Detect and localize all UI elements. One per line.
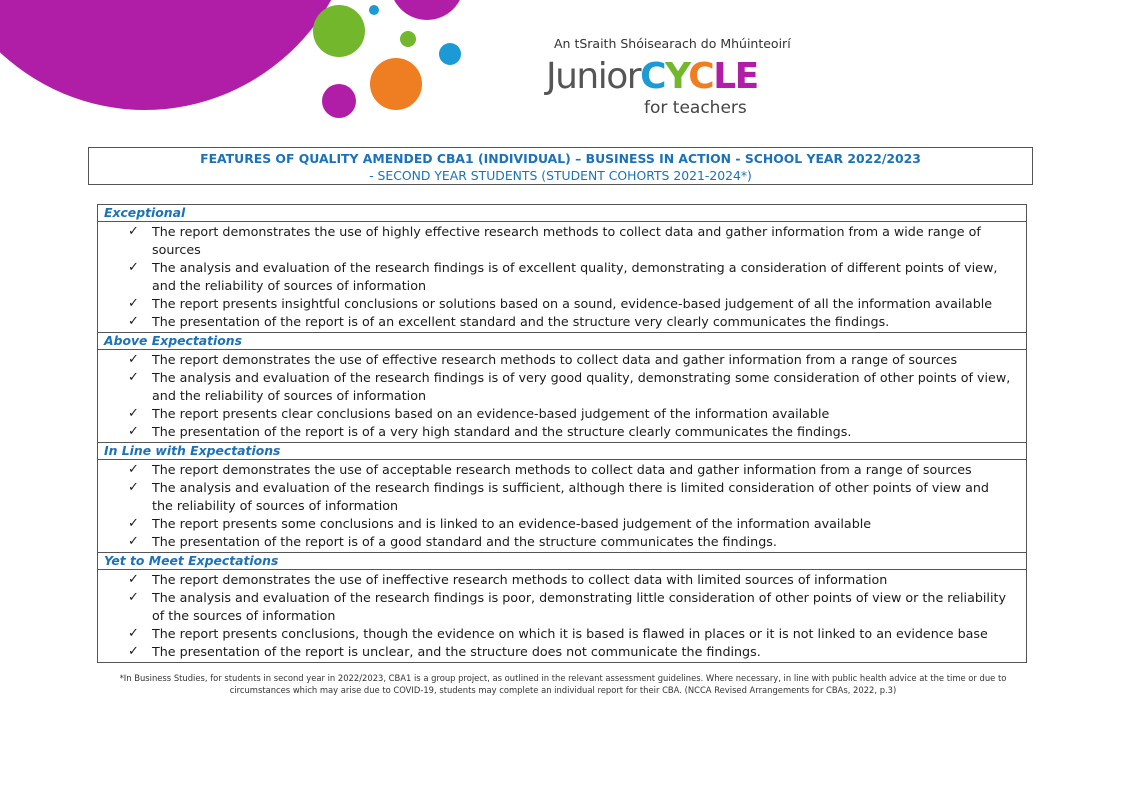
- checkmark-icon: ✓: [128, 516, 139, 531]
- criteria-text: The report demonstrates the use of highly effective research methods to collect data and gather information from a wide range of sources: [152, 224, 981, 257]
- small-green-dot-decoration: [400, 31, 416, 47]
- document-title-box: [88, 147, 1033, 185]
- criteria-list-item: [98, 571, 1026, 589]
- orange-circle-decoration: [370, 58, 422, 110]
- band-heading-row: [98, 333, 1027, 350]
- purple-arc-decoration: [0, 0, 360, 110]
- criteria-text: The report presents insightful conclusions or solutions based on a sound, evidence-based judgement of all the information available: [152, 296, 993, 311]
- band-criteria-cell: [98, 570, 1027, 663]
- band-criteria-row: [98, 570, 1027, 663]
- criteria-text: The analysis and evaluation of the research findings is of excellent quality, demonstrating a consideration of different points of view, and the reliability of sources of information: [152, 260, 998, 293]
- checkmark-icon: ✓: [128, 370, 139, 385]
- criteria-list-item: [98, 259, 1026, 295]
- criteria-list-item: [98, 589, 1026, 625]
- criteria-list: [98, 571, 1026, 661]
- logo-word-junior: Junior: [546, 56, 641, 97]
- criteria-list-item: [98, 223, 1026, 259]
- criteria-text: The report presents some conclusions and is linked to an evidence-based judgement of the information available: [152, 516, 872, 531]
- criteria-list: [98, 461, 1026, 551]
- criteria-list-item: [98, 423, 1026, 441]
- green-circle-decoration: [313, 5, 365, 57]
- checkmark-icon: ✓: [128, 590, 139, 605]
- criteria-text: The analysis and evaluation of the research findings is of very good quality, demonstrating some consideration of other points of view, and the reliability of sources of information: [152, 370, 1011, 403]
- criteria-text: The analysis and evaluation of the research findings is sufficient, although there is limited consideration of other points of view and the reliability of sources of information: [152, 480, 989, 513]
- criteria-list-item: [98, 461, 1026, 479]
- checkmark-icon: ✓: [128, 462, 139, 477]
- criteria-list-item: [98, 313, 1026, 331]
- checkmark-icon: ✓: [128, 626, 139, 641]
- criteria-text: The presentation of the report is of an excellent standard and the structure very clearly communicates the findings.: [152, 314, 890, 329]
- junior-cycle-logo: [546, 34, 791, 124]
- title-line-1: FEATURES OF QUALITY AMENDED CBA1 (INDIVIDUAL) – BUSINESS IN ACTION - SCHOOL YEAR 2022/2023: [200, 151, 921, 166]
- checkmark-icon: ✓: [128, 572, 139, 587]
- band-criteria-row: [98, 460, 1027, 553]
- band-heading-row: [98, 443, 1027, 460]
- features-of-quality-table: [97, 204, 1027, 663]
- logo-word-cycle: CYCLE: [640, 56, 758, 97]
- criteria-list-item: [98, 643, 1026, 661]
- criteria-list-item: [98, 515, 1026, 533]
- criteria-text: The presentation of the report is unclear, and the structure does not communicate the findings.: [152, 644, 761, 659]
- criteria-list-item: [98, 295, 1026, 313]
- checkmark-icon: ✓: [128, 224, 139, 239]
- checkmark-icon: ✓: [128, 296, 139, 311]
- checkmark-icon: ✓: [128, 644, 139, 659]
- band-criteria-cell: [98, 222, 1027, 333]
- blue-dot-decoration: [369, 5, 379, 15]
- criteria-list-item: [98, 479, 1026, 515]
- criteria-list: [98, 223, 1026, 331]
- logo-wordmark: [546, 54, 758, 100]
- band-heading-row: [98, 205, 1027, 222]
- criteria-text: The report demonstrates the use of acceptable research methods to collect data and gather information from a range of sources: [152, 462, 972, 477]
- criteria-text: The presentation of the report is of a good standard and the structure communicates the findings.: [152, 534, 777, 549]
- checkmark-icon: ✓: [128, 424, 139, 439]
- band-heading: Above Expectations: [98, 333, 1027, 350]
- small-purple-circle-decoration: [322, 84, 356, 118]
- band-criteria-row: [98, 222, 1027, 333]
- checkmark-icon: ✓: [128, 534, 139, 549]
- criteria-list-item: [98, 369, 1026, 405]
- criteria-text: The report presents clear conclusions based on an evidence-based judgement of the information available: [152, 406, 830, 421]
- band-criteria-cell: [98, 460, 1027, 553]
- checkmark-icon: ✓: [128, 260, 139, 275]
- criteria-list-item: [98, 533, 1026, 551]
- checkmark-icon: ✓: [128, 406, 139, 421]
- band-criteria-cell: [98, 350, 1027, 443]
- criteria-text: The report demonstrates the use of ineffective research methods to collect data with limited sources of information: [152, 572, 888, 587]
- band-heading-row: [98, 553, 1027, 570]
- criteria-text: The analysis and evaluation of the research findings is poor, demonstrating little consideration of other points of view or the reliability of the sources of information: [152, 590, 1006, 623]
- band-criteria-row: [98, 350, 1027, 443]
- logo-subtitle: for teachers: [644, 98, 747, 118]
- criteria-list-item: [98, 405, 1026, 423]
- criteria-list-item: [98, 351, 1026, 369]
- band-heading: Yet to Meet Expectations: [98, 553, 1027, 570]
- checkmark-icon: ✓: [128, 314, 139, 329]
- title-line-2: - SECOND YEAR STUDENTS (STUDENT COHORTS 2021-2024*): [369, 168, 752, 183]
- criteria-text: The report presents conclusions, though the evidence on which it is based is flawed in places or it is not linked to an evidence base: [152, 626, 988, 641]
- blue-circle-decoration: [439, 43, 461, 65]
- checkmark-icon: ✓: [128, 352, 139, 367]
- criteria-list-item: [98, 625, 1026, 643]
- criteria-text: The report demonstrates the use of effective research methods to collect data and gather information from a range of sources: [152, 352, 958, 367]
- criteria-text: The presentation of the report is of a very high standard and the structure clearly communicates the findings.: [152, 424, 852, 439]
- purple-circle-decoration: [390, 0, 464, 20]
- footnote: *In Business Studies, for students in second year in 2022/2023, CBA1 is a group project, as outlined in the relevant assessment guidelines. Where necessary, in line with public health advice at the time or due to circumstances which may arise due to COVID-19, students may complete an individual report for their CBA. (NCCA Revised Arrangements for CBAs, 2022, p.3): [119, 673, 1007, 695]
- logo-tagline: An tSraith Shóisearach do Mhúinteoirí: [554, 36, 791, 51]
- band-heading: In Line with Expectations: [98, 443, 1027, 460]
- checkmark-icon: ✓: [128, 480, 139, 495]
- band-heading: Exceptional: [98, 205, 1027, 222]
- criteria-list: [98, 351, 1026, 441]
